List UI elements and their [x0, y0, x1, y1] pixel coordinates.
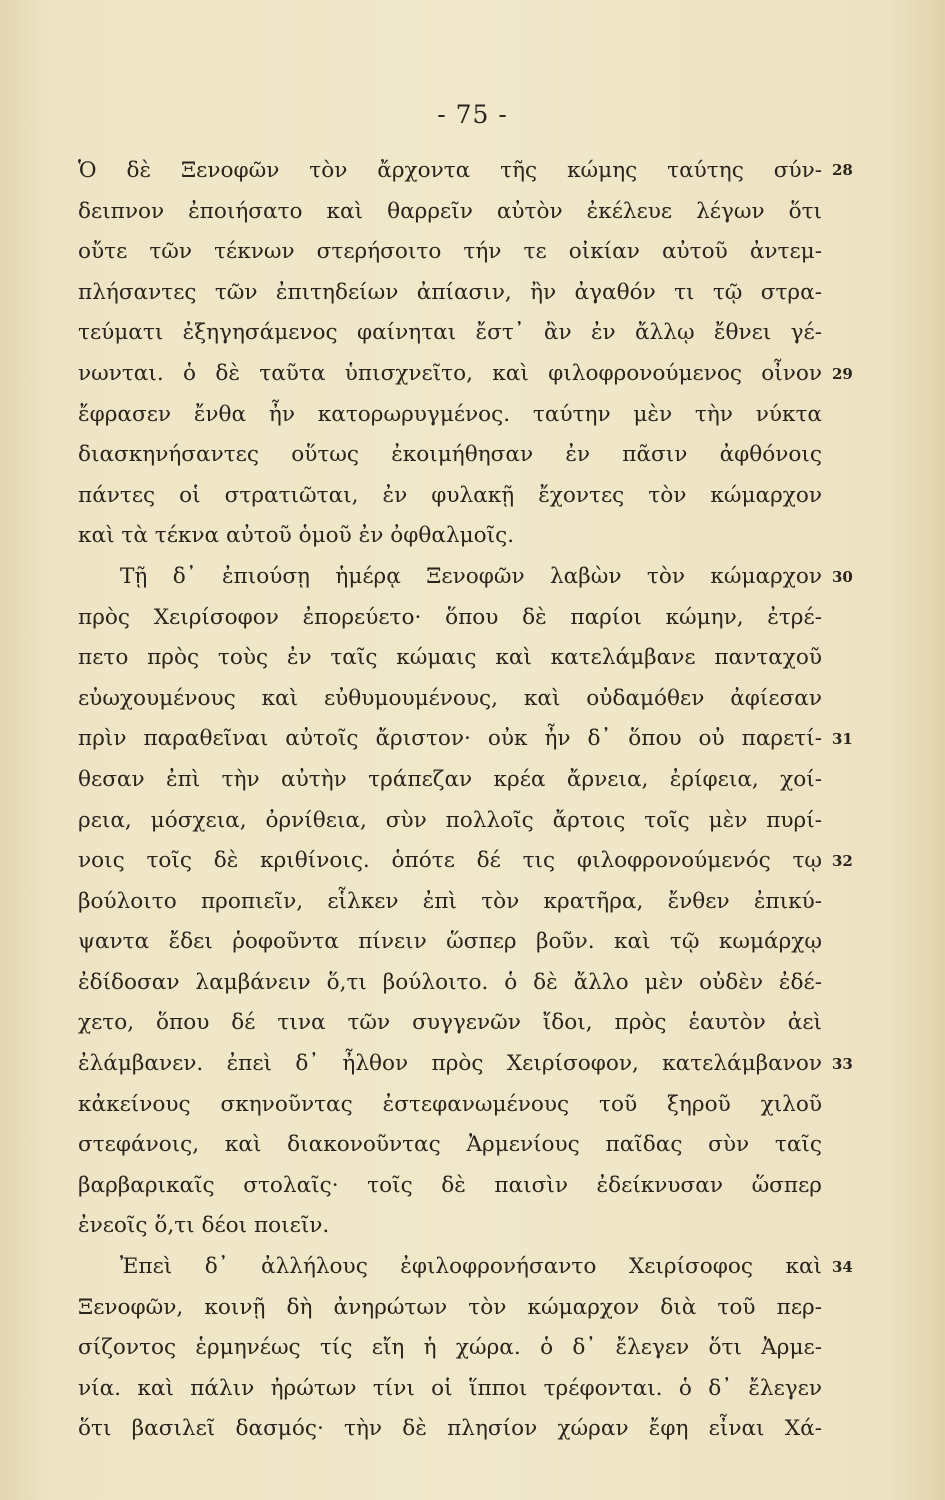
text-line: δειπνον ἐποιήσατο καὶ θαρρεῖν αὐτὸν ἐκέλευε λέγων ὅτι [78, 198, 822, 224]
text-line: βούλοιτο προπιεῖν, εἷλκεν ἐπὶ τὸν κρατῆρα, ἔνθεν ἐπικύ- [78, 888, 822, 914]
text-line: Ξενοφῶν, κοινῇ δὴ ἀνηρώτων τὸν κώμαρχον διὰ τοῦ περ- [78, 1294, 822, 1320]
text-line: σίζοντος ἑρμηνέως τίς εἴη ἡ χώρα. ὁ δ᾽ ἔλεγεν ὅτι Ἀρμε- [78, 1335, 822, 1361]
text-line: πρὸς Χειρίσοφον ἐπορεύετο· ὅπου δὲ παρίοι κώμην, ἐτρέ- [78, 604, 822, 630]
text-line: Ὁ δὲ Ξενοφῶν τὸν ἄρχοντα τῆς κώμης ταύτης σύν- [78, 158, 822, 183]
text-line: Ἐπεὶ δ᾽ ἀλλήλους ἐφιλοφρονήσαντο Χειρίσοφος καὶ [120, 1254, 822, 1280]
section-number: 28 [832, 161, 853, 179]
text-line: ἔφρασεν ἔνθα ἦν κατορωρυγμένος. ταύτην μὲν τὴν νύκτα [78, 401, 822, 427]
page-number: - 75 - [437, 100, 508, 129]
section-number: 33 [832, 1055, 853, 1073]
text-line: οὔτε τῶν τέκνων στερήσοιτο τήν τε οἰκίαν αὐτοῦ ἀντεμ- [78, 239, 822, 265]
text-line: διασκηνήσαντες οὕτως ἐκοιμήθησαν ἐν πᾶσιν ἀφθόνοις [78, 442, 822, 468]
text-line: βαρβαρικαῖς στολαῖς· τοῖς δὲ παισὶν ἐδείκνυσαν ὥσπερ [78, 1172, 822, 1198]
text-line: τεύματι ἐξηγησάμενος φαίνηται ἔστ᾽ ἂν ἐν ἄλλῳ ἔθνει γέ- [78, 320, 822, 346]
section-number: 29 [832, 365, 853, 383]
text-line: Τῇ δ᾽ ἐπιούσῃ ἡμέρᾳ Ξενοφῶν λαβὼν τὸν κώμαρχον [120, 563, 822, 589]
text-line: ἐλάμβανεν. ἐπεὶ δ᾽ ἦλθον πρὸς Χειρίσοφον, κατελάμβανον [78, 1051, 822, 1077]
text-line: πρὶν παραθεῖναι αὐτοῖς ἄριστον· οὐκ ἦν δ᾽ ὅπου οὐ παρετί- [78, 726, 822, 752]
text-line: εὐωχουμένους καὶ εὐθυμουμένους, καὶ οὐδαμόθεν ἀφίεσαν [78, 685, 822, 711]
text-line: πάντες οἱ στρατιῶται, ἐν φυλακῇ ἔχοντες τὸν κώμαρχον [78, 482, 822, 508]
text-line: στεφάνοις, καὶ διακονοῦντας Ἀρμενίους παῖδας σὺν ταῖς [78, 1132, 822, 1158]
body-text [78, 151, 822, 1450]
section-number: 34 [832, 1258, 853, 1276]
text-line: πετο πρὸς τοὺς ἐν ταῖς κώμαις καὶ κατελάμβανε πανταχοῦ [78, 645, 822, 671]
section-number: 31 [832, 730, 853, 748]
text-line: νωνται. ὁ δὲ ταῦτα ὑπισχνεῖτο, καὶ φιλοφρονούμενος οἶνον [78, 360, 822, 386]
text-line: κἀκείνους σκηνοῦντας ἐστεφανωμένους τοῦ ξηροῦ χιλοῦ [78, 1091, 822, 1117]
text-line: νία. καὶ πάλιν ἠρώτων τίνι οἱ ἵπποι τρέφονται. ὁ δ᾽ ἔλεγεν [78, 1375, 822, 1401]
text-line: ρεια, μόσχεια, ὀρνίθεια, σὺν πολλοῖς ἄρτοις τοῖς μὲν πυρί- [78, 807, 822, 833]
section-number: 30 [832, 568, 853, 586]
text-line: καὶ τὰ τέκνα αὐτοῦ ὁμοῦ ἐν ὀφθαλμοῖς. [78, 523, 515, 549]
text-line: πλήσαντες τῶν ἐπιτηδείων ἀπίασιν, ἢν ἀγαθόν τι τῷ στρα- [78, 279, 822, 305]
text-line: ἐνεοῖς ὅ,τι δέοι ποιεῖν. [78, 1213, 330, 1239]
text-line: νοις τοῖς δὲ κριθίνοις. ὁπότε δέ τις φιλοφρονούμενός τῳ [78, 848, 822, 874]
text-line: ψαντα ἔδει ῥοφοῦντα πίνειν ὥσπερ βοῦν. καὶ τῷ κωμάρχῳ [78, 929, 822, 955]
text-line: χετο, ὅπου δέ τινα τῶν συγγενῶν ἴδοι, πρὸς ἑαυτὸν ἀεὶ [78, 1010, 822, 1036]
text-line: θεσαν ἐπὶ τὴν αὐτὴν τράπεζαν κρέα ἄρνεια, ἐρίφεια, χοί- [78, 766, 822, 792]
section-number: 32 [832, 852, 853, 870]
text-line: ὅτι βασιλεῖ δασμός· τὴν δὲ πλησίον χώραν ἔφη εἶναι Χά- [78, 1416, 822, 1442]
text-line: ἐδίδοσαν λαμβάνειν ὅ,τι βούλοιτο. ὁ δὲ ἄλλο μὲν οὐδὲν ἐδέ- [78, 969, 822, 995]
